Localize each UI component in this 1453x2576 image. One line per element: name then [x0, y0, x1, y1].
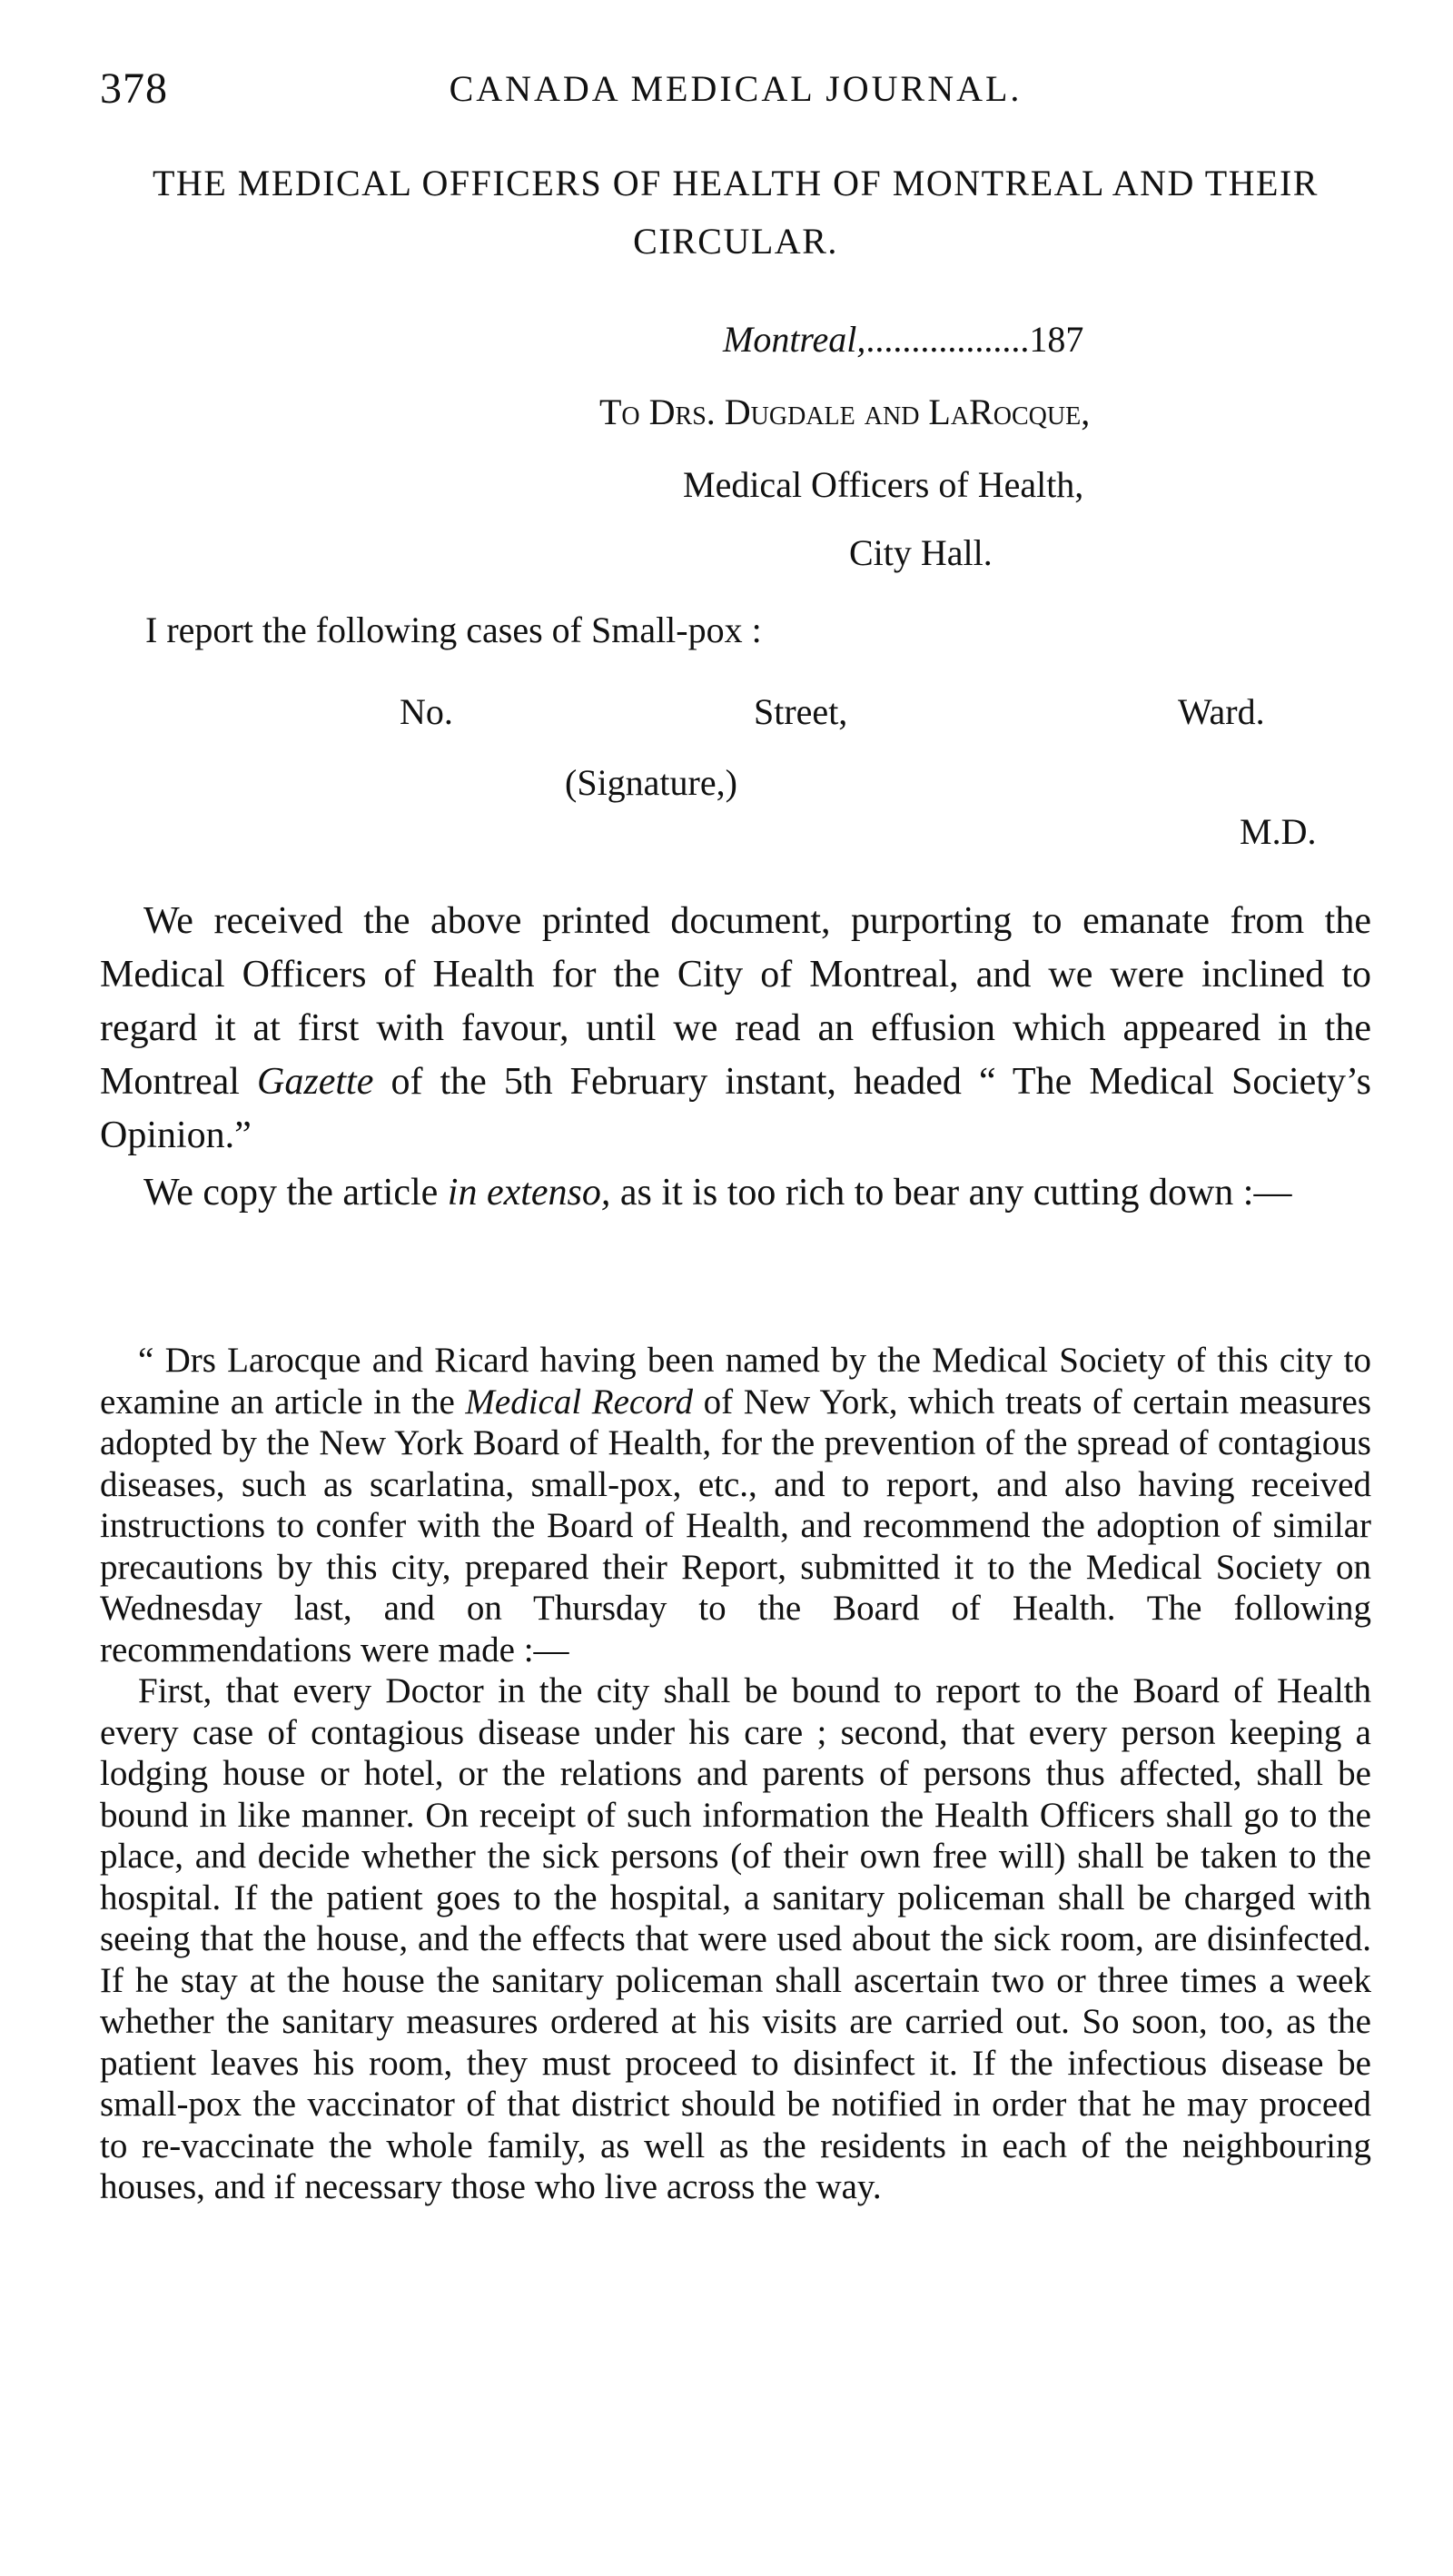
quoted-article: [100, 1340, 1371, 2208]
body-paragraph: [100, 1166, 1371, 1220]
body-p2-end: as it is too rich to bear any cutting down :—: [619, 1172, 1292, 1214]
circular-addressee: To Drs. Dugdale and LaRocque,: [599, 391, 1091, 432]
quote-p1-end: of New York, which treats of certain measures adopted by the New York Board of Health, for the prevention of the spread of contagious diseases, such as scarlatina, small-pox, etc., and to report, and also having received instructions to confer with the Board of Health, and recommend the adoption of similar precautions by this city, prepared their Report, submitted it to the Medical Society on Wednesday last, and on Thursday to the Board of Health. The following recommendations were made :—: [100, 1382, 1372, 1669]
gazette-title: Gazette: [257, 1061, 374, 1103]
body-p2-start: We copy the article: [143, 1172, 439, 1214]
circular-hall: City Hall.: [849, 532, 993, 573]
body-paragraph: [100, 895, 1371, 1163]
quote-paragraph: First, that every Doctor in the city shall be bound to report to the Board of Health every case of contagious disease under his care ; second, that every person keeping a lodging house or hotel, or the relations and parents of persons thus affected, shall be bound in like manner. On receipt of such information the Health Officers shall go to the place, and decide whether the sick persons (of their own free will) shall be taken to the hospital. If the patient goes to the hospital, a sanitary policeman shall be charged with seeing that the house, and the effects that were used about the sick room, are disinfected. If he stay at the house the sanitary policeman shall ascertain two or three times a week whether the sanitary measures ordered at his visits are carried out. So soon, too, as the patient leaves his room, they must proceed to disinfect it. If the infectious disease be small-pox the vaccinator of that district should be notified in order that he may proceed to re-vaccinate the whole family, as well as the residents in each of the neighbouring houses, and if necessary those who live across the way.: [100, 1671, 1371, 2206]
column-ward: Ward.: [1178, 691, 1265, 732]
circular-signature: (Signature,): [565, 762, 737, 803]
in-extenso: in extenso,: [447, 1172, 611, 1214]
quote-paragraph: [100, 1340, 1371, 1670]
quote-p1-start: “ Drs Larocque and Ricard having been named by the Medical Society of this city to examine an article in the: [100, 1341, 1371, 1422]
circular-date-dots: ..................187: [865, 319, 1084, 360]
page-number: 378: [100, 64, 168, 113]
running-head: [100, 54, 1371, 127]
article-body: [100, 895, 1371, 1220]
circular-place: Montreal,: [723, 319, 866, 360]
body-p1-end: of the 5th February instant, headed “ The Medical Society’s Opinion.”: [100, 1061, 1372, 1156]
journal-title: CANADA MEDICAL JOURNAL.: [449, 68, 1023, 109]
article-title: THE MEDICAL OFFICERS OF HEALTH OF MONTREAL AND THEIR CIRCULAR.: [153, 163, 1319, 262]
column-no: No.: [400, 691, 453, 732]
circular-dateline: [723, 318, 1083, 361]
circular-report-line: I report the following cases of Small-pox :: [145, 609, 762, 650]
medical-record-title: Medical Record: [465, 1382, 693, 1422]
body-p1-text: We received the above printed document, purporting to emanate from the Medical Officers of Health for the City of Montreal, and we were inclined to regard it at first with favour, until we read an effusion which appeared in the Montreal: [100, 900, 1371, 1103]
circular-md: M.D.: [1240, 811, 1317, 852]
column-street: Street,: [754, 691, 848, 732]
circular-office: Medical Officers of Health,: [683, 464, 1084, 505]
